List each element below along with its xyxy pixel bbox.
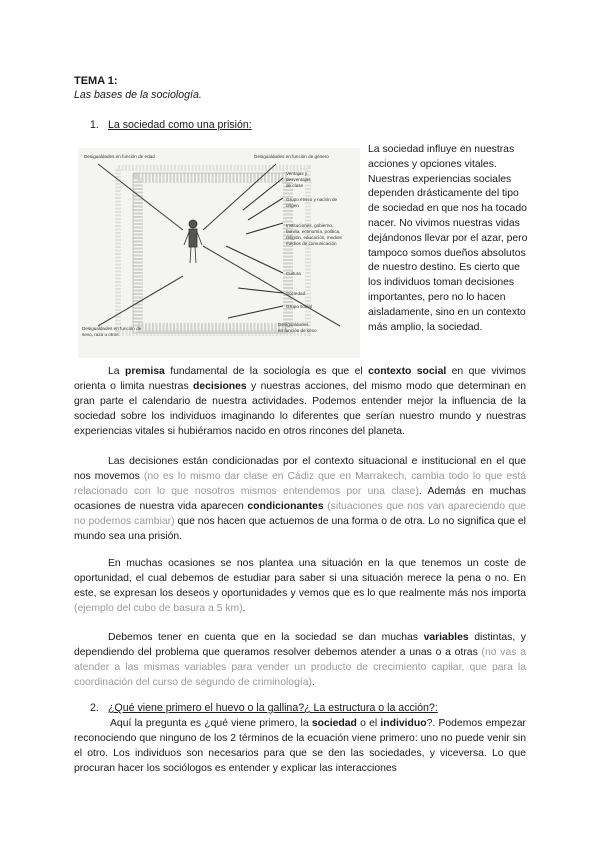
fig-label-top-left: Desigualdades en función de edad [84, 154, 155, 159]
fig-label-bottom-left-b: sexo, raza u otros [82, 332, 119, 337]
fig-label-r3a: Instituciones, gobierno, [286, 223, 334, 228]
fig-label-r1a: Ventajas y [286, 171, 308, 176]
section-1-number: 1. [90, 119, 99, 131]
paragraph-4: Debemos tener en cuenta que en la sociedad se dan muchas variables distintas, y dependiendo del problema que queramos resolver debemos atender a unas o a otras (no vas a atender a las mismas variables para vender un producto de crecimiento capilar, que para la coordinación del curso de segundo de criminología). [74, 632, 526, 688]
fig-label-r3d: medios de comunicación [286, 241, 337, 246]
fig-label-cultura: Cultura [286, 271, 301, 276]
fig-label-r1c: de clase [286, 183, 304, 188]
term-decisiones: decisiones [193, 381, 247, 392]
example-note: (no vas a atender a las mismas variables para vender un producto de crecimiento capilar, que para la coordinación del curso de segundo de criminología) [74, 647, 526, 688]
example-note: (no es lo mismo dar clase en Cádiz que en Marrakech, cambia todo lo que está relacionado con lo que nosotros mismos entendemos por una clase) [74, 471, 526, 497]
fig-label-sociedad: Sociedad [286, 291, 306, 296]
page-subtitle: Las bases de la sociología. [74, 89, 202, 101]
section-1-heading [90, 118, 252, 133]
term-variables: variables [423, 632, 469, 643]
fig-label-grupo: Grupo social [286, 304, 312, 309]
fig-label-r3c: religión, educación, medios [286, 235, 342, 240]
term-condicionantes: condicionantes [247, 501, 324, 512]
section-2-heading [90, 701, 438, 716]
term-individuo: individuo [380, 718, 427, 729]
paragraph-2: Las decisiones están condicionadas por el contexto situacional e institucional en el que nos movemos (no es lo mismo dar clase en Cádiz que en Marrakech, cambia todo lo que está relacionado con lo que nosotros mismos entendemos por una clase). Además en muchas ocasiones de nuestra vida aparecen condicionantes (situaciones que nos van apareciendo que no podemos cambiar) que nos hacen que actuemos de una forma o de otra. Lo no significa que el mundo sea una prisión. [74, 456, 527, 542]
term-premisa: premisa [124, 366, 165, 377]
paragraph-3: En muchas ocasiones se nos plantea una situación en la que tenemos un coste de oportunidad, el cual debemos de estudiar para saber si una situación merece la pena o no. En este, se expresan los deseos y oportunidades y vemos que es lo que realmente más nos importa (ejemplo del cubo de basura a 5 km). [74, 558, 526, 614]
page-title: TEMA 1: [74, 75, 118, 87]
paragraph-1: La premisa fundamental de la sociología es que el contexto social en que vivimos orienta o limita nuestras decisiones y nuestras acciones, del mismo modo que determinan en gran parte el calendario de nuestra actividades. Podemos entender mejor la influencia de la sociedad sobre los individuos imaginando lo diferentes que serían nuestro mundo y nuestras experiencias vitales si hubiéramos nacido en otros rincones del planeta. [74, 366, 526, 437]
fig-label-top-right: Desigualdades en función de género [254, 154, 329, 159]
section-1-title: La sociedad como una prisión: [108, 119, 252, 131]
fig-label-r2a: Grupo étnico y nación de [286, 197, 338, 202]
fig-label-r2b: origen [286, 203, 299, 208]
fig-label-bottom-right-b: en función de sexo [278, 328, 317, 333]
paragraph-5: Aquí la pregunta es ¿qué viene primero, la sociedad o el individuo?. Podemos empezar reconociendo que ninguno de los 2 términos de la ecuación viene primero: uno no puede venir sin el otro. Los individuos son necesarios para que se den las sociedades, y viceversa. Lo que procuran hacer los sociólogos es entender y explicar las interacciones [74, 718, 526, 774]
society-prison-diagram [78, 148, 360, 358]
fig-label-r1b: desventajas [286, 177, 311, 182]
fig-label-bottom-right-a: Desigualdades [278, 322, 309, 327]
term-contexto-social: contexto social [368, 366, 447, 377]
example-note: (ejemplo del cubo de basura a 5 km) [74, 603, 243, 614]
figure-side-text: La sociedad influye en nuestras acciones y opciones vitales. Nuestras experiencias sociales dependen drásticamente del tipo de sociedad en que nos ha tocado nacer. No vivimos nuestras vidas dejándonos llevar por el azar, pero tampoco somos dueños absolutos de nuestro destino. Es cierto que los individuos toman decisiones importantes, pero no lo hacen aisladamente, sino en un contexto más amplio, la sociedad. [368, 144, 528, 333]
section-2-title: ¿Qué viene primero el huevo o la gallina?¿ La estructura o la acción?: [108, 702, 438, 714]
fig-label-r3b: familia, economía, política, [286, 229, 341, 234]
example-note: (situaciones que nos van apareciendo que no podemos cambiar) [74, 501, 527, 527]
term-sociedad: sociedad [311, 718, 357, 729]
section-2-number: 2. [90, 702, 99, 714]
fig-label-bottom-left-a: Desigualdades en función de [82, 326, 142, 331]
